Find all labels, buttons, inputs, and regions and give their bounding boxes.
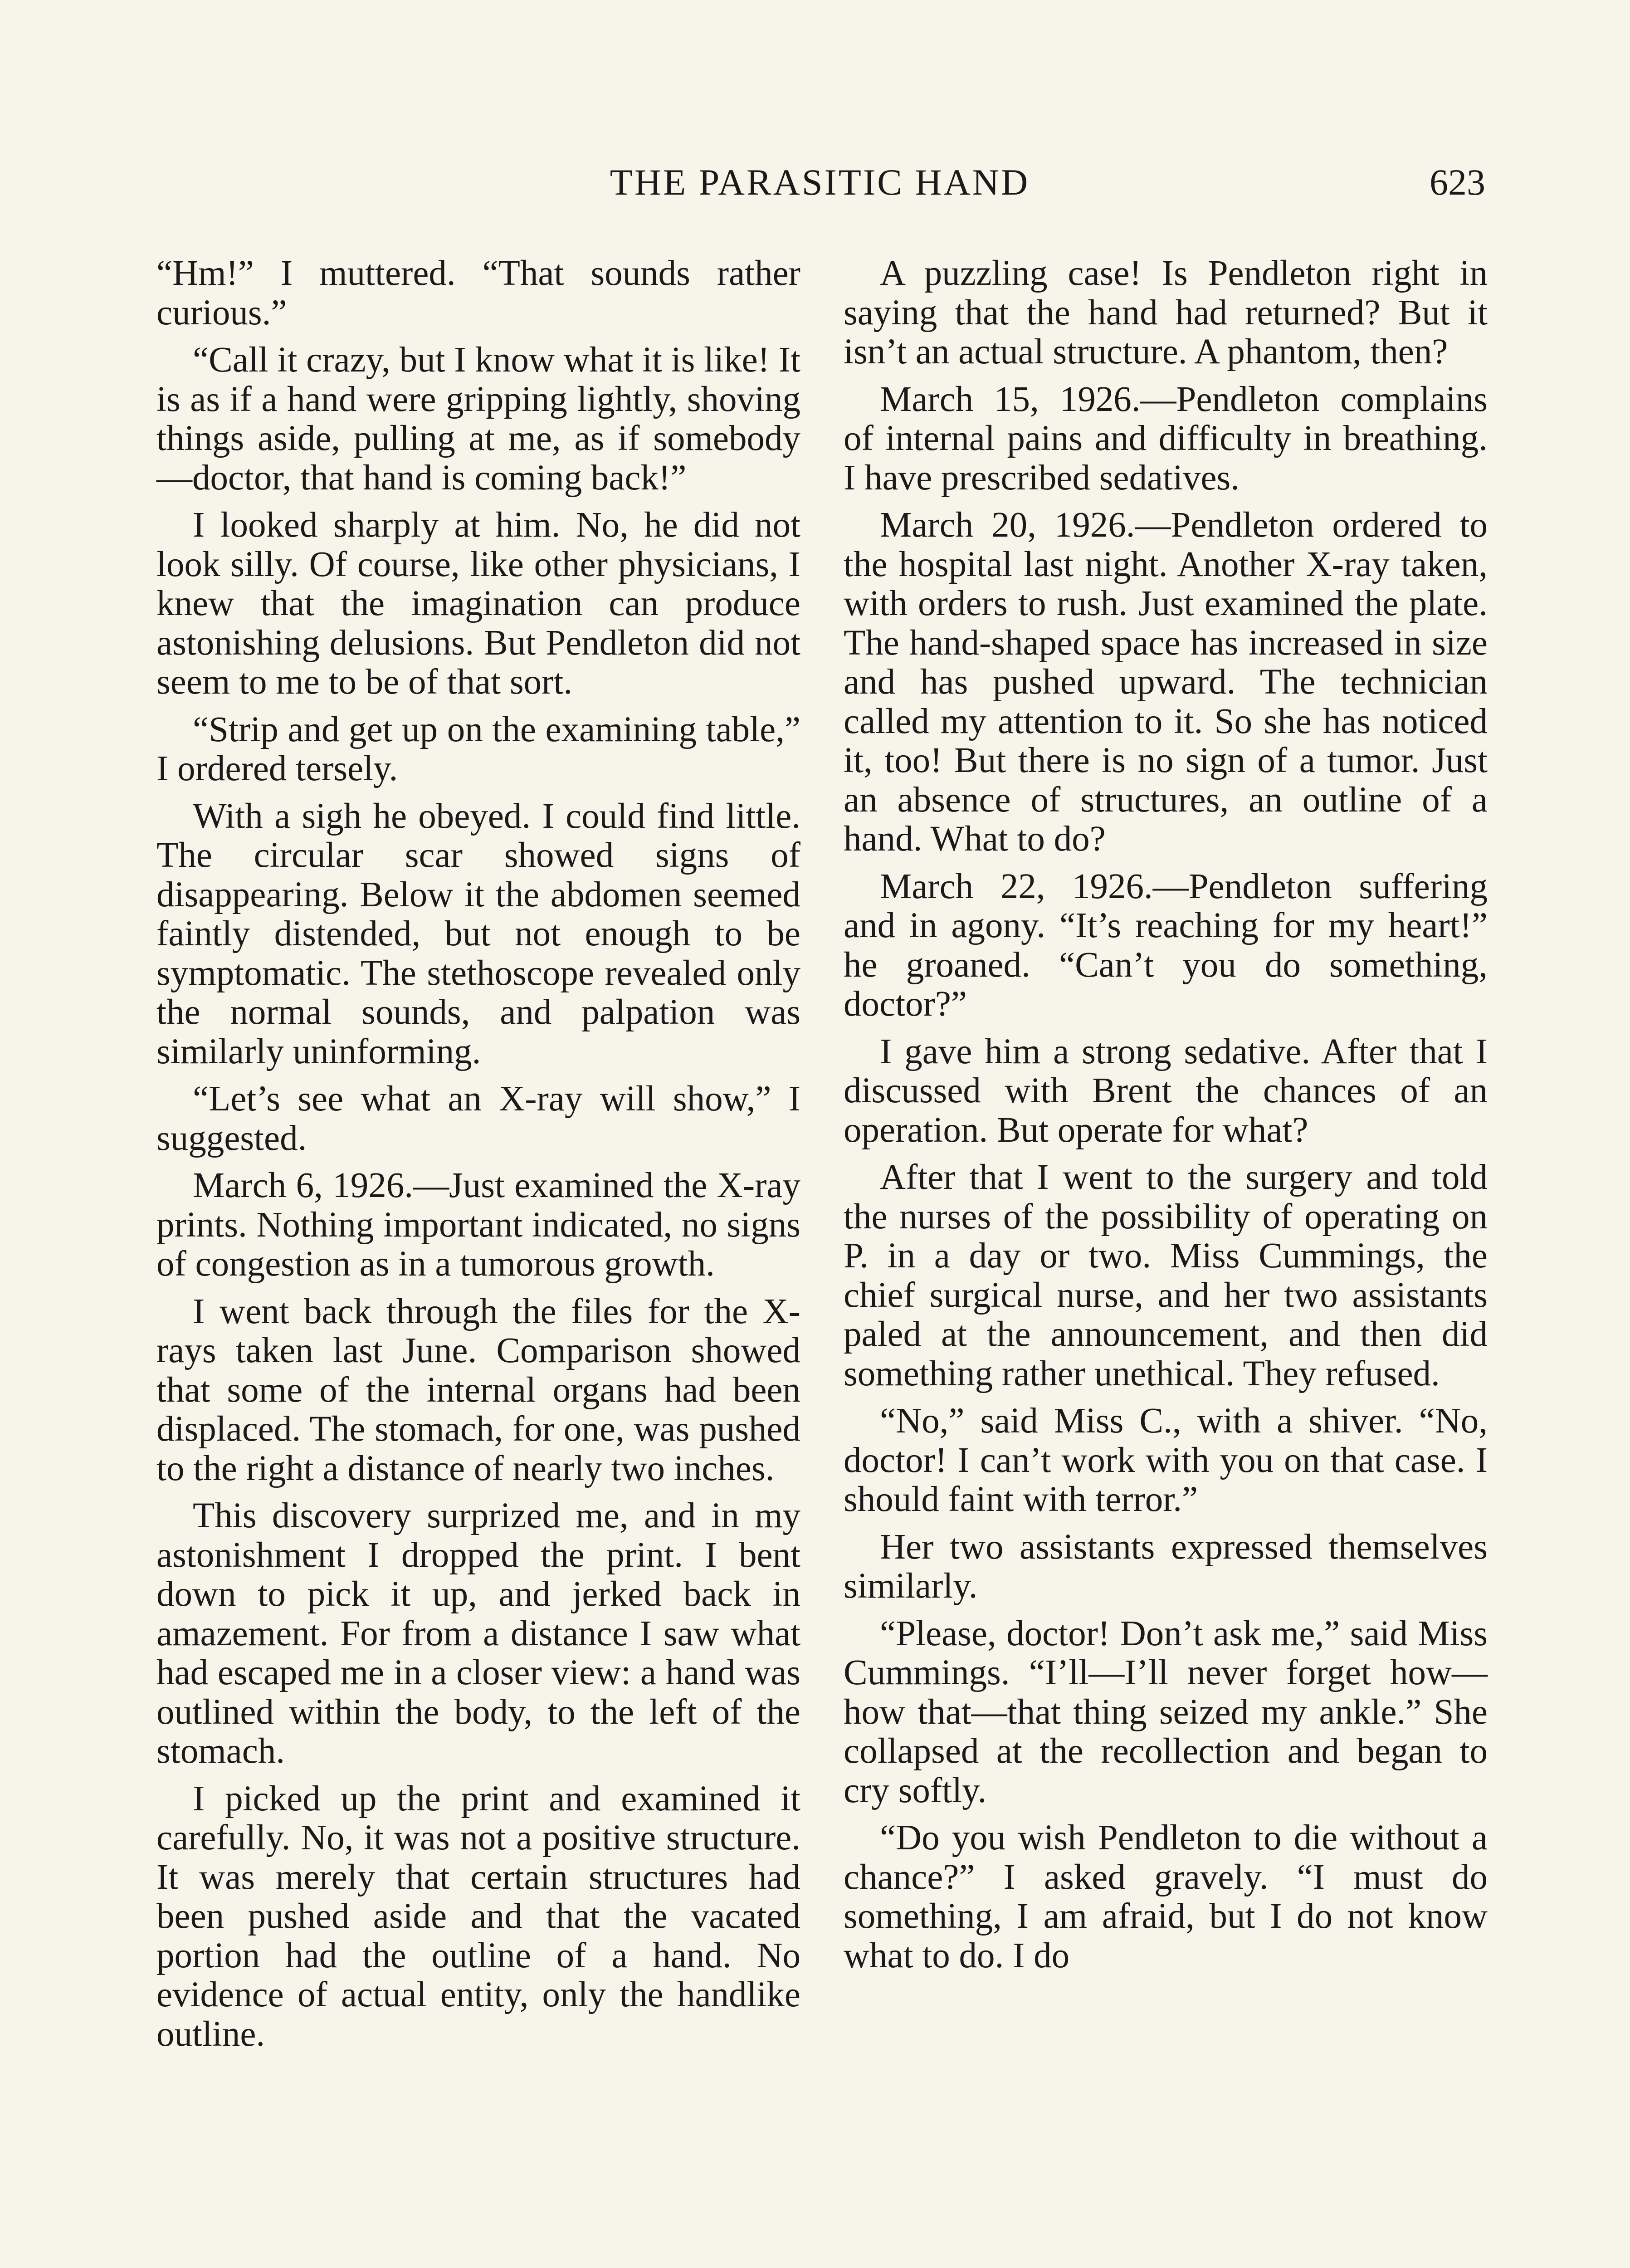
page-number: 623: [1430, 161, 1485, 203]
running-head: [154, 161, 1485, 211]
paragraph: “Do you wish Pendleton to die without a chance?” I asked gravely. “I must do something, I am afraid, but I do not know what to do. I do: [844, 1818, 1488, 1975]
paragraph: I looked sharply at him. No, he did not look silly. Of course, like other physicians, I knew that the imagination can produce astonishing delusions. But Pendleton did not seem to me to be of that sort.: [156, 505, 800, 702]
paragraph: With a sigh he obeyed. I could find little. The circular scar showed signs of disappearing. Below it the abdomen seemed faintly distended, but not enough to be symptomatic. The stethoscope revealed only the normal sounds, and palpation was similarly uninforming.: [156, 796, 800, 1071]
right-column: [844, 254, 1488, 1984]
paragraph: This discovery surprized me, and in my astonishment I dropped the print. I bent down to pick it up, and jerked back in amazement. For from a distance I saw what had escaped me in a closer view: a hand was outlined within the body, to the left of the stomach.: [156, 1496, 800, 1771]
diary-entry: March 6, 1926.—Just examined the X-ray prints. Nothing important indicated, no signs of congestion as in a tumorous growth.: [156, 1166, 800, 1284]
left-column: [156, 254, 800, 2062]
paragraph: I gave him a strong sedative. After that I discussed with Brent the chances of an operation. But operate for what?: [844, 1031, 1488, 1150]
running-title: THE PARASITIC HAND: [610, 161, 1030, 203]
paragraph: “Strip and get up on the examining table,” I ordered tersely.: [156, 709, 800, 788]
paragraph: “Let’s see what an X-ray will show,” I suggested.: [156, 1079, 800, 1158]
diary-entry: March 15, 1926.—Pendleton complains of internal pains and difficulty in breathing. I have prescribed sedatives.: [844, 379, 1488, 498]
paragraph: Her two assistants expressed themselves similarly.: [844, 1527, 1488, 1606]
paragraph: I went back through the files for the X-rays taken last June. Comparison showed that some of the internal organs had been displaced. The stomach, for one, was pushed to the right a distance of nearly two inches.: [156, 1291, 800, 1488]
paragraph: “Please, doctor! Don’t ask me,” said Miss Cummings. “I’ll—I’ll never forget how—how that—that thing seized my ankle.” She collapsed at the recollection and began to cry softly.: [844, 1613, 1488, 1810]
paragraph: “Call it crazy, but I know what it is like! It is as if a hand were gripping lightly, shoving things aside, pulling at me, as if somebody—doctor, that hand is coming back!”: [156, 340, 800, 498]
paragraph: A puzzling case! Is Pendleton right in saying that the hand had returned? But it isn’t an actual structure. A phantom, then?: [844, 254, 1488, 371]
paragraph: After that I went to the surgery and told the nurses of the possibility of operating on P. in a day or two. Miss Cummings, the chief surgical nurse, and her two assistants paled at the announcement, and then did something rather unethical. They refused.: [844, 1158, 1488, 1393]
diary-entry: March 20, 1926.—Pendleton ordered to the hospital last night. Another X-ray taken, with orders to rush. Just examined the plate. The hand-shaped space has increased in size and has pushed upward. The technician called my attention to it. So she has noticed it, too! But there is no sign of a tumor. Just an absence of structures, an outline of a hand. What to do?: [844, 505, 1488, 859]
paragraph: I picked up the print and examined it carefully. No, it was not a positive structure. It was merely that certain structures had been pushed aside and that the vacated portion had the outline of a hand. No evidence of actual entity, only the handlike outline.: [156, 1779, 800, 2054]
paragraph: “No,” said Miss C., with a shiver. “No, doctor! I can’t work with you on that case. I should faint with terror.”: [844, 1401, 1488, 1519]
diary-entry: March 22, 1926.—Pendleton suffering and in agony. “It’s reaching for my heart!” he groaned. “Can’t you do something, doctor?”: [844, 866, 1488, 1024]
paragraph: “Hm!” I muttered. “That sounds rather curious.”: [156, 254, 800, 332]
